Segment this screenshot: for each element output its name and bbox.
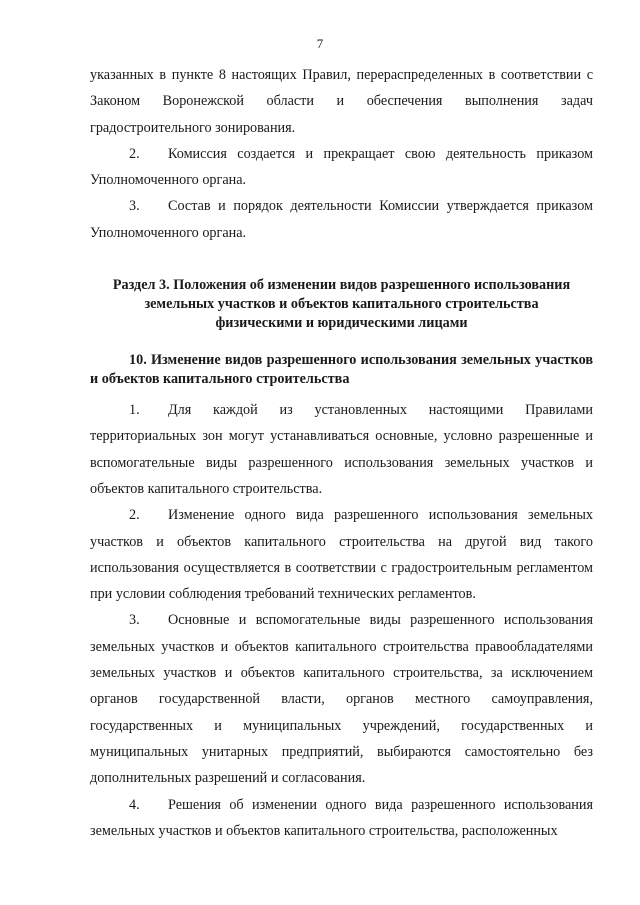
paragraph-text: указанных в пункте 8 настоящих Правил, перераспределенных в соответствии с Законом Воронежской области и обеспечения выполнения задач градостроительного зонирования. — [90, 67, 593, 136]
paragraph-number: 3. — [129, 612, 140, 629]
section-heading: Раздел 3. Положения об изменении видов разрешенного использования земельных участков и объектов капитального строительства физическими и юридическими лицами — [112, 277, 571, 332]
paragraph-number: 1. — [129, 402, 140, 419]
article-heading: 10. Изменение видов разрешенного использования земельных участков и объектов капитального строительства — [90, 352, 593, 388]
article-paragraph-1 — [90, 397, 593, 502]
paragraph-text: Комиссия создается и прекращает свою деятельность приказом Уполномоченного органа. — [90, 145, 593, 189]
page-number: 7 — [316, 36, 324, 51]
document-body — [90, 62, 593, 844]
paragraph-text: Изменение одного вида разрешенного использования земельных участков и объектов капитального строительства на другой вид такого использования осуществляется в соответствии с градостроительным регламентом при условии соблюдения требований технических регламентов. — [90, 507, 593, 603]
paragraph-number: 2. — [129, 145, 140, 162]
paragraph-text: Основные и вспомогательные виды разрешенного использования земельных участков и объектов капитального строительства правообладателями земельных участков и объектов капитального строительства, за исключением органов государственной власти, органов местного самоуправления, государственных и муниципальных учреждений, государственных и муниципальных унитарных предприятий, выбираются самостоятельно без дополнительных разрешений и согласования. — [90, 612, 593, 787]
article-paragraph-3 — [90, 607, 593, 791]
paragraph-text: Состав и порядок деятельности Комиссии утверждается приказом Уполномоченного органа. — [90, 198, 593, 241]
paragraph-text: Решения об изменении одного вида разрешенного использования земельных участков и объектов капитального строительства, расположенных — [90, 796, 593, 839]
paragraph-number: 4. — [129, 796, 140, 813]
paragraph-item-2 — [90, 141, 593, 194]
paragraph-continued — [90, 62, 593, 141]
paragraph-number: 3. — [129, 198, 140, 215]
paragraph-text: Для каждой из установленных настоящими Правилами территориальных зон могут устанавливаться основные, условно разрешенные и вспомогательные виды разрешенного использования земельных участков и объектов капитального строительства. — [90, 402, 593, 497]
paragraph-number: 2. — [129, 507, 140, 524]
paragraph-item-3 — [90, 193, 593, 246]
article-paragraph-2 — [90, 502, 593, 607]
article-paragraph-4 — [90, 792, 593, 845]
